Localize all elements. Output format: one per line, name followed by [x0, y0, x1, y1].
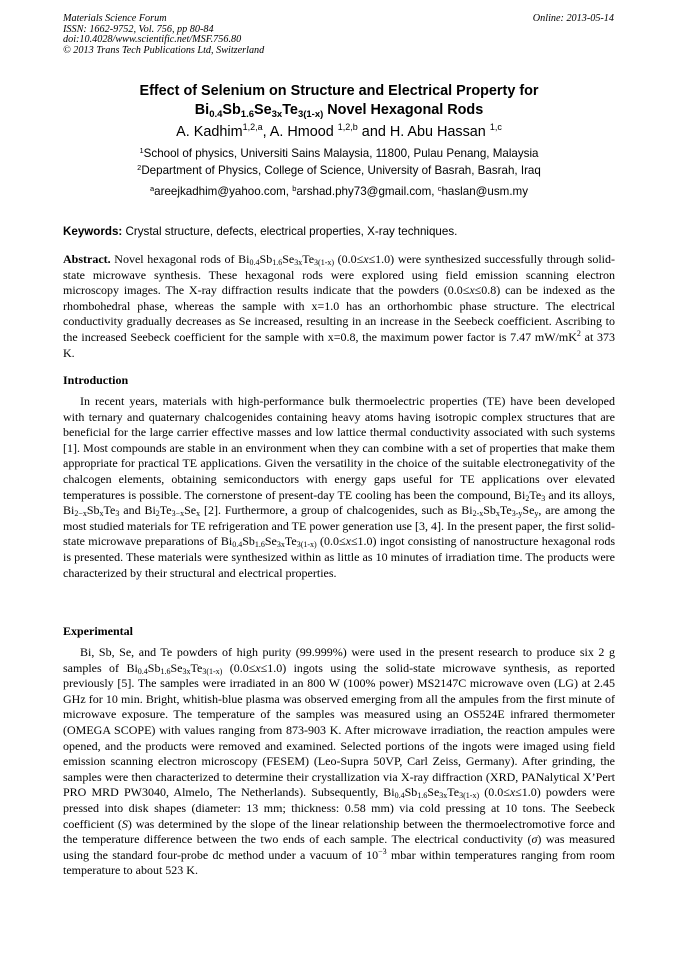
email-c[interactable]: haslan@usm.my	[441, 185, 528, 198]
experimental-heading: Experimental	[63, 624, 133, 638]
experimental-body: Bi, Sb, Se, and Te powders of high purity (99.999%) were used in the present research to produce six 2 g samples of $Bi_{0.4}Sb_{1.6}Se_{3x}Te_{3(1-x)}$ (0.0≤x≤1.0) ingots using the solid-state microwave synthesis, as reported previously [5]. The samples were irradiated in an 800 W (100% power) MS2147C microwave oven (LG) at 2.45 GHz for 10 min. Bright, whitish-blue plasma was observed emerging from all the ampules from the first minute of microwave exposure. The temperature of the samples was measured using an OS524E infrared thermometer (OMEGA SCOPE) with values ranging from 873-903 K. After microwave irradiation, the reaction ampules were opened, and the products were removed and examined. Selected portions of the ingots were imaged using field emission scanning electron microscopy (FESEM) (Leo-Supra 50VP, Carl Zeiss, Germany). After grinding, the samples were then characterized to determine their crystallization via X-ray diffraction (XRD, PANalytical X’Pert PRO MRD PW3040, Almelo, The Netherlands). Subsequently, $Bi_{0.4}Sb_{1.6}Se_{3x}Te_{3(1-x)}$ (0.0≤x≤1.0) powders were pressed into disk shapes (diameter: 13 mm; thickness: 0.58 mm) via cold pressing at 10 tons. The Seebeck coefficient (S) was determined by the slope of the linear relationship between the thermoelectromotive force and the temperature difference between the two ends of each sample. The electrical conductivity (σ) was measured using the standard four-probe dc method under a vacuum of $10^{-3}$ mbar within temperatures ranging from room temperature to about 523 K.	[63, 645, 616, 878]
introduction-body: In recent years, materials with high-performance bulk thermoelectric properties (TE) have been developed with ternary and quaternary chalcogenides containing heavy atoms having isotropic complex structures that are beneficial for the large carrier effective masses and low lattice thermal conductivity associated with such systems [1]. Most compounds are stable in an environment when they can combine with a set of properties that make them appropriate for practical TE applications. Given the versatility in the choice of the suitable electronegativity of the chalcogen elements, obtaining semiconductors with energy gaps useful for TE applications over elevated temperatures is possible. The cornerstone of present-day TE cooling has been the compound, $Bi_2Te_3$ and its alloys, $Bi_{2-x}Sb_xTe_3$ and $Bi_2Te_{3-x}Se_x$ [2]. Furthermore, a group of chalcogenides, such as $Bi_{2-x}Sb_xTe_{3-y}Se_y$, are among the most studied materials for TE refrigeration and TE power generation use [3, 4]. In the present paper, the first solid-state microwave preparations of $Bi_{0.4}Sb_{1.6}Se_{3x}Te_{3(1-x)}$ (0.0≤x≤1.0) ingot consisting of nanostructure hexagonal rods is presented. These materials were synthesized within as little as 10 minutes of irradiation time. The products were characterized by their structural and electrical properties.	[63, 394, 616, 580]
keywords-text: Crystal structure, defects, electrical properties, X-ray techniques.	[122, 225, 458, 238]
abstract: Abstract. Novel hexagonal rods of $Bi_{0.4}Sb_{1.6}Se_{3x}Te_{3(1-x)}$ (0.0≤x≤1.0) were synthesized successfully through solid-state microwave synthesis. These hexagonal rods were explored using field emission scanning electron microscopy images. The X-ray diffraction results indicate that the powders (0.0≤x≤0.8) can be indexed as the rhombohedral phase, whereas the sample with x=1.0 has an orthorhombic phase structure. The electrical conductivity gradually decreases as Se increased, resulting in an increase in the Seebeck coefficient. Ascribing to the increased Seebeck coefficient for the sample with x=0.8, the maximum power factor is 7.47 $mW/mK^2$ at 373 K.	[63, 252, 616, 360]
author-2: , A. Hmood	[262, 124, 338, 140]
title-line-1: Effect of Selenium on Structure and Electrical Property for	[139, 83, 539, 99]
journal-name: Materials Science Forum	[63, 13, 167, 24]
keywords	[63, 225, 615, 239]
paper-title	[63, 82, 615, 120]
affiliation-1: $^1$School of physics, Universiti Sains Malaysia, 11800, Pulau Penang, Malaysia	[139, 146, 539, 160]
title-line-2: $Bi_{0.4}Sb_{1.6}Se_{3x}Te_{3(1-x)}$ Novel Hexagonal Rods	[194, 102, 484, 120]
author-1: A. Kadhim	[176, 124, 243, 140]
email-b[interactable]: arshad.phy73@gmail.com,	[296, 185, 438, 198]
copyright-line: © 2013 Trans Tech Publications Ltd, Switzerland	[63, 44, 265, 56]
introduction-heading: Introduction	[63, 373, 129, 387]
issn-line: ISSN: 1662-9752, Vol. 756, pp 80-84	[63, 23, 214, 35]
author-list: A. Kadhim$^{1,2,a}$, A. Hmood $^{1,2,b}$ and H. Abu Hassan $^{1,c}$	[176, 122, 502, 140]
abstract-label: Abstract.	[63, 252, 111, 266]
doi-line: doi:10.4028/www.scientific.net/MSF.756.80	[63, 34, 242, 46]
author-emails: $^a$areejkadhim@yahoo.com, $^b$arshad.phy73@gmail.com, $^c$haslan@usm.my	[150, 184, 528, 198]
email-a[interactable]: areejkadhim@yahoo.com,	[154, 185, 293, 198]
author-3: and H. Abu Hassan	[357, 124, 490, 140]
keywords-label: Keywords:	[63, 225, 123, 238]
journal-header	[63, 14, 264, 56]
online-date: Online: 2013-05-14	[532, 13, 614, 24]
affiliation-2: $^2$Department of Physics, College of Science, University of Basrah, Basrah, Iraq	[137, 163, 541, 177]
